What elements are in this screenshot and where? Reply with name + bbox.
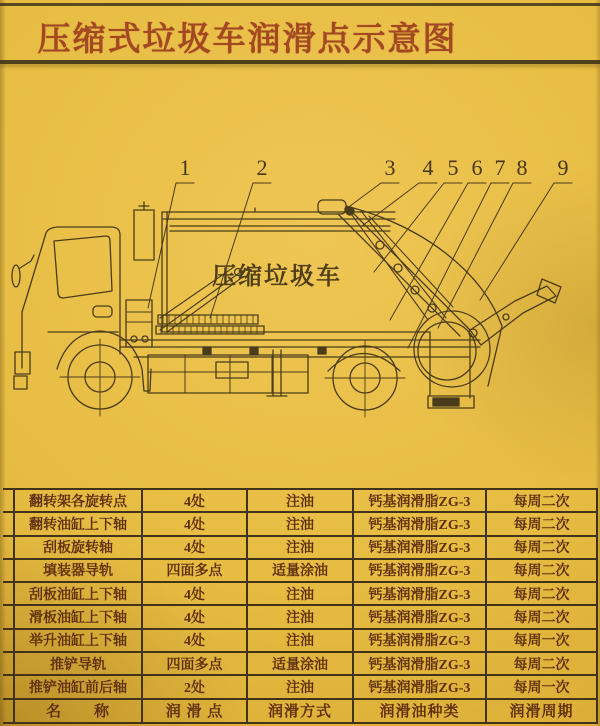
cell-oil: 钙基润滑脂ZG-3 [353, 536, 486, 559]
table-edge-cell [3, 652, 14, 675]
cell-oil: 钙基润滑脂ZG-3 [353, 489, 486, 512]
callout-number-7: 7 [494, 155, 506, 180]
cylinder-joint-1 [376, 241, 384, 249]
tailgate-outer-curve [346, 206, 502, 386]
lubrication-table [3, 488, 598, 724]
front-step [14, 376, 27, 389]
cell-method: 注油 [247, 512, 353, 535]
cell-name: 推铲油缸前后轴 [14, 675, 142, 698]
cell-points: 四面多点 [142, 559, 247, 582]
callout-number-3: 3 [384, 155, 396, 180]
cab-window [54, 236, 112, 298]
table-row [3, 512, 597, 535]
cell-name: 滑板油缸上下轴 [14, 605, 142, 628]
cell-method: 适量涂油 [247, 652, 353, 675]
callout-number-4: 4 [422, 155, 434, 180]
guide-strip-upper [158, 315, 258, 324]
cell-oil: 钙基润滑脂ZG-3 [353, 652, 486, 675]
table-row [3, 559, 597, 582]
oil-tank-cap [139, 202, 149, 210]
cylinder-joint-3 [411, 286, 419, 294]
header-cell-cycle: 润滑周期 [486, 699, 597, 723]
cell-cycle: 每周二次 [486, 512, 597, 535]
cell-name: 翻转架各旋转点 [14, 489, 142, 512]
table-row [3, 629, 597, 652]
bolt-block-3 [318, 347, 326, 354]
cell-method: 适量涂油 [247, 559, 353, 582]
leader-1 [148, 183, 194, 308]
leader-3 [346, 183, 399, 209]
table-row [3, 652, 597, 675]
leader-5 [374, 183, 462, 272]
cell-oil: 钙基润滑脂ZG-3 [353, 675, 486, 698]
cell-points: 四面多点 [142, 652, 247, 675]
pump-dial-1 [131, 336, 137, 342]
cylinder-joint-2 [394, 264, 402, 272]
cell-points: 4处 [142, 512, 247, 535]
table-edge-cell [3, 536, 14, 559]
cell-cycle: 每周二次 [486, 582, 597, 605]
table-row [3, 582, 597, 605]
cell-cycle: 每周二次 [486, 605, 597, 628]
cell-oil: 钙基润滑脂ZG-3 [353, 559, 486, 582]
cell-cycle: 每周一次 [486, 675, 597, 698]
cell-points: 2处 [142, 675, 247, 698]
table-edge-cell [3, 605, 14, 628]
pump-lines [126, 312, 152, 322]
cell-method: 注油 [247, 489, 353, 512]
table-edge-cell [3, 512, 14, 535]
table-edge-cell [3, 582, 14, 605]
table-row [3, 675, 597, 698]
callout-number-8: 8 [516, 155, 528, 180]
table-edge-cell [3, 699, 14, 723]
guide-strip-lower-hatch [161, 326, 257, 334]
oil-tank [134, 210, 154, 260]
page-title: 压缩式垃圾车润滑点示意图 [37, 22, 458, 58]
header-cell-points: 润 滑 点 [142, 699, 247, 723]
toolbox [148, 355, 308, 393]
tipper-joint [503, 314, 509, 320]
callout-number-5: 5 [447, 155, 459, 180]
cell-oil: 钙基润滑脂ZG-3 [353, 512, 486, 535]
callout-number-2: 2 [256, 155, 268, 180]
bolt-block-2 [250, 347, 258, 354]
callout-number-1: 1 [179, 155, 191, 180]
truck-body-label: 压缩垃圾车 [212, 264, 342, 290]
rear-arc-inner [418, 322, 476, 380]
toolbox-dividers [148, 355, 308, 393]
table-edge-cell [3, 675, 14, 698]
cell-name: 推铲导轨 [14, 652, 142, 675]
cell-method: 注油 [247, 536, 353, 559]
cell-name: 翻转油缸上下轴 [14, 512, 142, 535]
callout-number-9: 9 [557, 155, 569, 180]
bolt-block-1 [203, 347, 211, 354]
door-handle [93, 306, 112, 317]
cell-cycle: 每周二次 [486, 559, 597, 582]
body-top-rails [162, 212, 395, 231]
cell-name: 填装器导轨 [14, 559, 142, 582]
guide-strip-lower [156, 326, 264, 334]
small-box [216, 362, 248, 378]
leader-6 [390, 183, 486, 320]
cell-points: 4处 [142, 605, 247, 628]
cell-method: 注油 [247, 582, 353, 605]
rear-bumper-pad [433, 398, 459, 406]
table-row [3, 536, 597, 559]
cell-oil: 钙基润滑脂ZG-3 [353, 605, 486, 628]
cell-points: 4处 [142, 489, 247, 512]
cell-points: 4处 [142, 582, 247, 605]
cell-method: 注油 [247, 675, 353, 698]
leader-2 [210, 183, 271, 318]
header-cell-oil: 润滑油种类 [353, 699, 486, 723]
cell-name: 刮板旋转轴 [14, 536, 142, 559]
cell-points: 4处 [142, 536, 247, 559]
cell-cycle: 每周二次 [486, 536, 597, 559]
table-row [3, 605, 597, 628]
table-edge-cell [3, 489, 14, 512]
callout-number-6: 6 [471, 155, 483, 180]
rear-wheel-crosshair [325, 340, 405, 417]
cell-points: 4处 [142, 629, 247, 652]
header-cell-method: 润滑方式 [247, 699, 353, 723]
cell-cycle: 每周二次 [486, 652, 597, 675]
pump-dial-2 [142, 336, 148, 342]
cell-oil: 钙基润滑脂ZG-3 [353, 629, 486, 652]
cell-name: 刮板油缸上下轴 [14, 582, 142, 605]
mirror [12, 265, 20, 287]
leader-9 [480, 183, 572, 300]
cell-cycle: 每周二次 [486, 489, 597, 512]
front-wheel-crosshair [60, 339, 140, 416]
cell-oil: 钙基润滑脂ZG-3 [353, 582, 486, 605]
table-edge-cell [3, 629, 14, 652]
rear-frame-posts [430, 332, 470, 398]
cell-method: 注油 [247, 629, 353, 652]
cell-method: 注油 [247, 605, 353, 628]
cell-name: 举升油缸上下轴 [14, 629, 142, 652]
table-header-row [3, 699, 597, 723]
table-row [3, 489, 597, 512]
cell-cycle: 每周一次 [486, 629, 597, 652]
header-cell-name: 名 称 [14, 699, 142, 723]
mirror-arm [20, 255, 34, 268]
leader-7 [408, 183, 509, 348]
table-edge-cell [3, 559, 14, 582]
guide-strip-upper-hatch [163, 315, 253, 324]
